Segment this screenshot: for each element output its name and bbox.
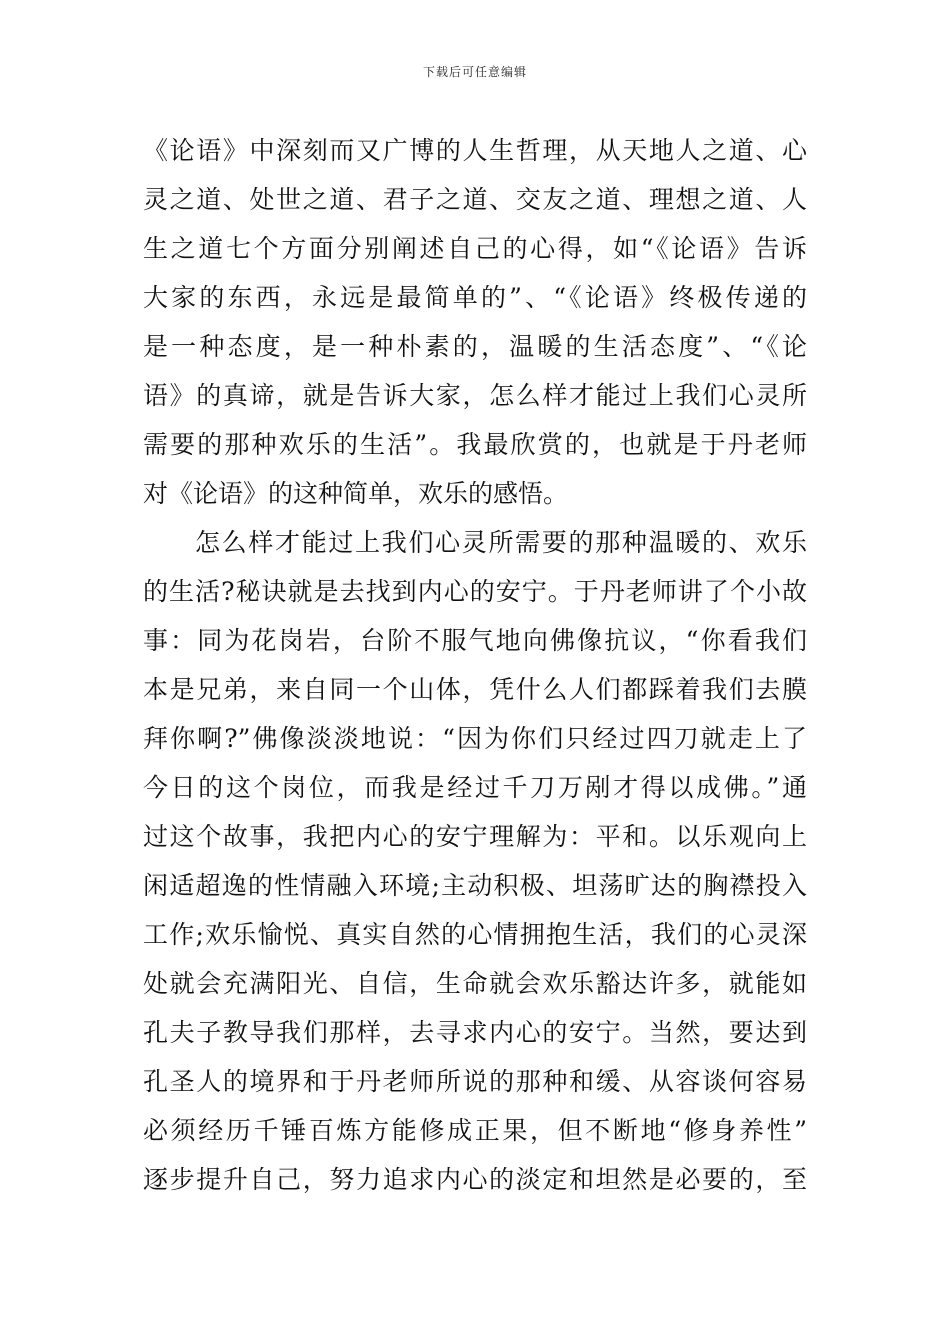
paragraph-1 [143, 126, 807, 518]
text-line: 是一种态度，是一种朴素的，温暖的生活态度”、“《论 [143, 332, 807, 361]
text-line: 对《论语》的这种简单，欢乐的感悟。 [143, 479, 569, 508]
text-line: 孔圣人的境界和于丹老师所说的那种和缓、从容谈何容易 [143, 1067, 807, 1096]
text-line: 灵之道、处世之道、君子之道、交友之道、理想之道、人 [143, 185, 807, 214]
text-line: 《论语》中深刻而又广博的人生哲理，从天地人之道、心 [143, 136, 807, 165]
paragraph-2 [143, 518, 807, 1204]
text-line: 工作;欢乐愉悦、真实自然的心情拥抱生活，我们的心灵深 [143, 920, 807, 949]
document-body [143, 126, 807, 1204]
text-line: 需要的那种欢乐的生活”。我最欣赏的，也就是于丹老师 [143, 430, 807, 459]
page-header-note: 下载后可任意编辑 [422, 65, 527, 79]
text-line: 逐步提升自己，努力追求内心的淡定和坦然是必要的，至 [143, 1165, 807, 1194]
text-line: 今日的这个岗位，而我是经过千刀万剐才得以成佛。”通 [143, 773, 807, 802]
text-line: 怎么样才能过上我们心灵所需要的那种温暖的、欢乐 [195, 528, 807, 557]
text-line: 孔夫子教导我们那样，去寻求内心的安宁。当然，要达到 [143, 1018, 807, 1047]
text-line: 拜你啊?”佛像淡淡地说：“因为你们只经过四刀就走上了 [143, 724, 807, 753]
text-line: 大家的东西，永远是最简单的”、“《论语》终极传递的 [143, 283, 807, 312]
text-line: 必须经历千锤百炼方能修成正果，但不断地“修身养性” [143, 1116, 807, 1145]
text-line: 闲适超逸的性情融入环境;主动积极、坦荡旷达的胸襟投入 [143, 871, 807, 900]
text-line: 处就会充满阳光、自信，生命就会欢乐豁达许多，就能如 [143, 969, 807, 998]
text-line: 事：同为花岗岩，台阶不服气地向佛像抗议，“你看我们 [143, 626, 807, 655]
text-line: 语》的真谛，就是告诉大家，怎么样才能过上我们心灵所 [143, 381, 807, 410]
text-line: 生之道七个方面分别阐述自己的心得，如“《论语》告诉 [143, 234, 807, 263]
text-line: 过这个故事，我把内心的安宁理解为：平和。以乐观向上 [143, 822, 807, 851]
text-line: 本是兄弟，来自同一个山体，凭什么人们都踩着我们去膜 [143, 675, 807, 704]
text-line: 的生活?秘诀就是去找到内心的安宁。于丹老师讲了个小故 [143, 577, 807, 606]
